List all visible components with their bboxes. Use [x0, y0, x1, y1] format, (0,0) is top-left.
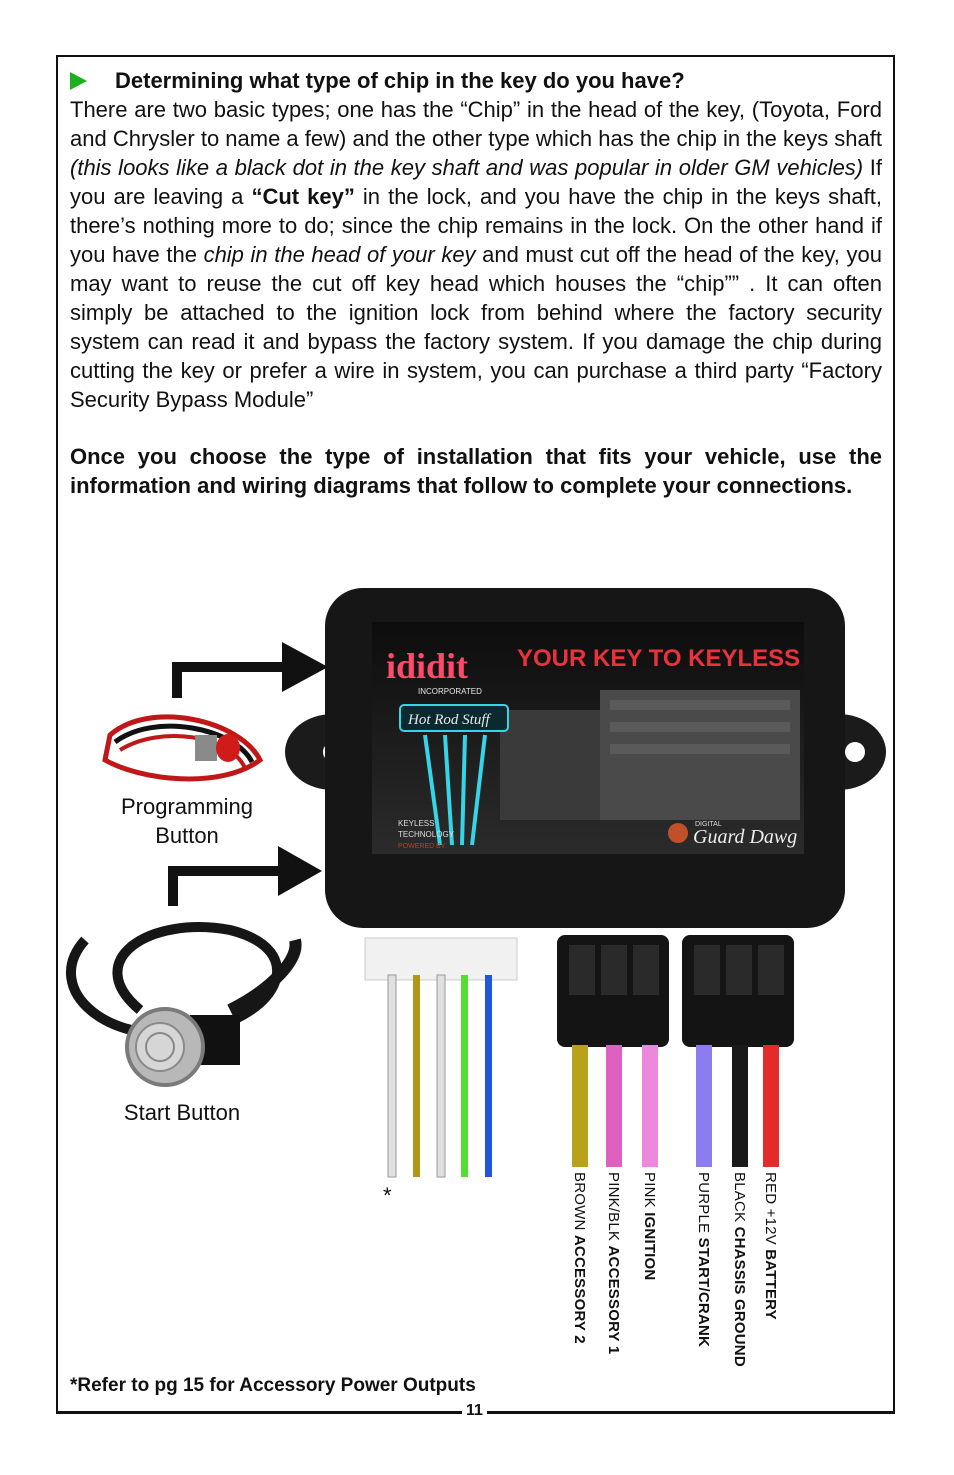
- wire-label-0: [571, 1172, 588, 1344]
- body-bold-cut-key: “Cut key”: [251, 184, 355, 209]
- arrow-to-module-top: [172, 642, 328, 698]
- body-text-3: in the lock, and you have the chip in the keys shaft, there’s nothing more to do; since the chip remains in the lock. On the other hand if you have the: [70, 184, 882, 267]
- wire-0: [572, 1045, 588, 1167]
- body-italic-2: chip in the head of your key: [203, 242, 476, 267]
- wire-function: IGNITION: [641, 1212, 658, 1281]
- wire-function: BATTERY: [762, 1249, 779, 1320]
- body-text-4: and must cut off the head of the key, you may want to reuse the cut off key head which houses the “chip”” . It can often simply be attached to the ignition lock from behind where the factory security system can read it and bypass the factory system. If you damage the chip during cutting the key or prefer a wire in system, you can purchase a third party “Factory Security Bypass Module”: [70, 242, 882, 412]
- guard-top: DIGITAL: [695, 821, 722, 828]
- wire-label-4: [731, 1172, 748, 1367]
- wire-label-5: [762, 1172, 779, 1320]
- wire-color-name: BROWN: [571, 1172, 588, 1235]
- asterisk-marker: *: [383, 1183, 392, 1208]
- wire-function: ACCESSORY 2: [571, 1234, 588, 1344]
- accessory-connector: [365, 938, 517, 1177]
- module-sign: Hot Rod Stuff: [408, 712, 490, 728]
- programming-button-label: Programming Button: [120, 794, 254, 848]
- start-button-label: Start Button: [123, 1100, 241, 1125]
- wire-color-name: PINK/BLK: [605, 1172, 622, 1246]
- wire-label-2: [641, 1172, 658, 1280]
- wire-color-name: PURPLE: [695, 1172, 712, 1238]
- main-connector-left: [557, 935, 669, 1047]
- keyless-module: [285, 588, 886, 928]
- guard-dawg-logo-icon: [668, 823, 688, 843]
- wire-label-1: [605, 1172, 622, 1354]
- page-number: 11: [462, 1402, 487, 1420]
- main-connector-right: [682, 935, 794, 1047]
- wire-1: [606, 1045, 622, 1167]
- programming-button-photo: [105, 717, 260, 779]
- wire-color-name: RED +12V: [762, 1172, 779, 1250]
- module-brand: ididit: [386, 646, 469, 686]
- body-text-1: There are two basic types; one has the “Chip” in the head of the key, (Toyota, Ford and Chrysler to name a few) and the other type which has the chip in the keys shaft: [70, 97, 883, 151]
- heading-text: Determining what type of chip in the key do you have?: [115, 68, 685, 93]
- body-text-2: If you are leaving a: [70, 155, 882, 209]
- wire-3: [696, 1045, 712, 1167]
- guard-brand: Guard Dawg: [693, 826, 798, 848]
- wire-function: ACCESSORY 1: [605, 1245, 622, 1355]
- module-tech-2: TECHNOLOGY: [398, 830, 455, 839]
- body-italic-1: (this looks like a black dot in the key shaft and was popular in older GM vehicles): [70, 155, 864, 180]
- module-tech-3: POWERED BY: [398, 843, 446, 850]
- instruction-paragraph: Once you choose the type of installation that fits your vehicle, use the information and wiring diagrams that follow to complete your connections.: [70, 444, 882, 498]
- module-tech-1: KEYLESS: [398, 819, 435, 828]
- arrow-to-module-bottom: [168, 846, 322, 906]
- wire-color-name: BLACK: [731, 1172, 748, 1227]
- module-slogan: YOUR KEY TO KEYLESS: [517, 645, 801, 672]
- wire-color-name: PINK: [641, 1172, 658, 1213]
- module-brand-sub: INCORPORATED: [418, 687, 482, 696]
- wire-strips: [572, 1045, 779, 1167]
- wire-5: [763, 1045, 779, 1167]
- wire-function: START/CRANK: [695, 1237, 712, 1348]
- wire-2: [642, 1045, 658, 1167]
- wire-function: CHASSIS GROUND: [731, 1226, 748, 1367]
- footnote: *Refer to pg 15 for Accessory Power Outputs: [70, 1375, 476, 1396]
- wire-label-3: [695, 1172, 712, 1347]
- wire-4: [732, 1045, 748, 1167]
- start-button-photo: [71, 927, 296, 1085]
